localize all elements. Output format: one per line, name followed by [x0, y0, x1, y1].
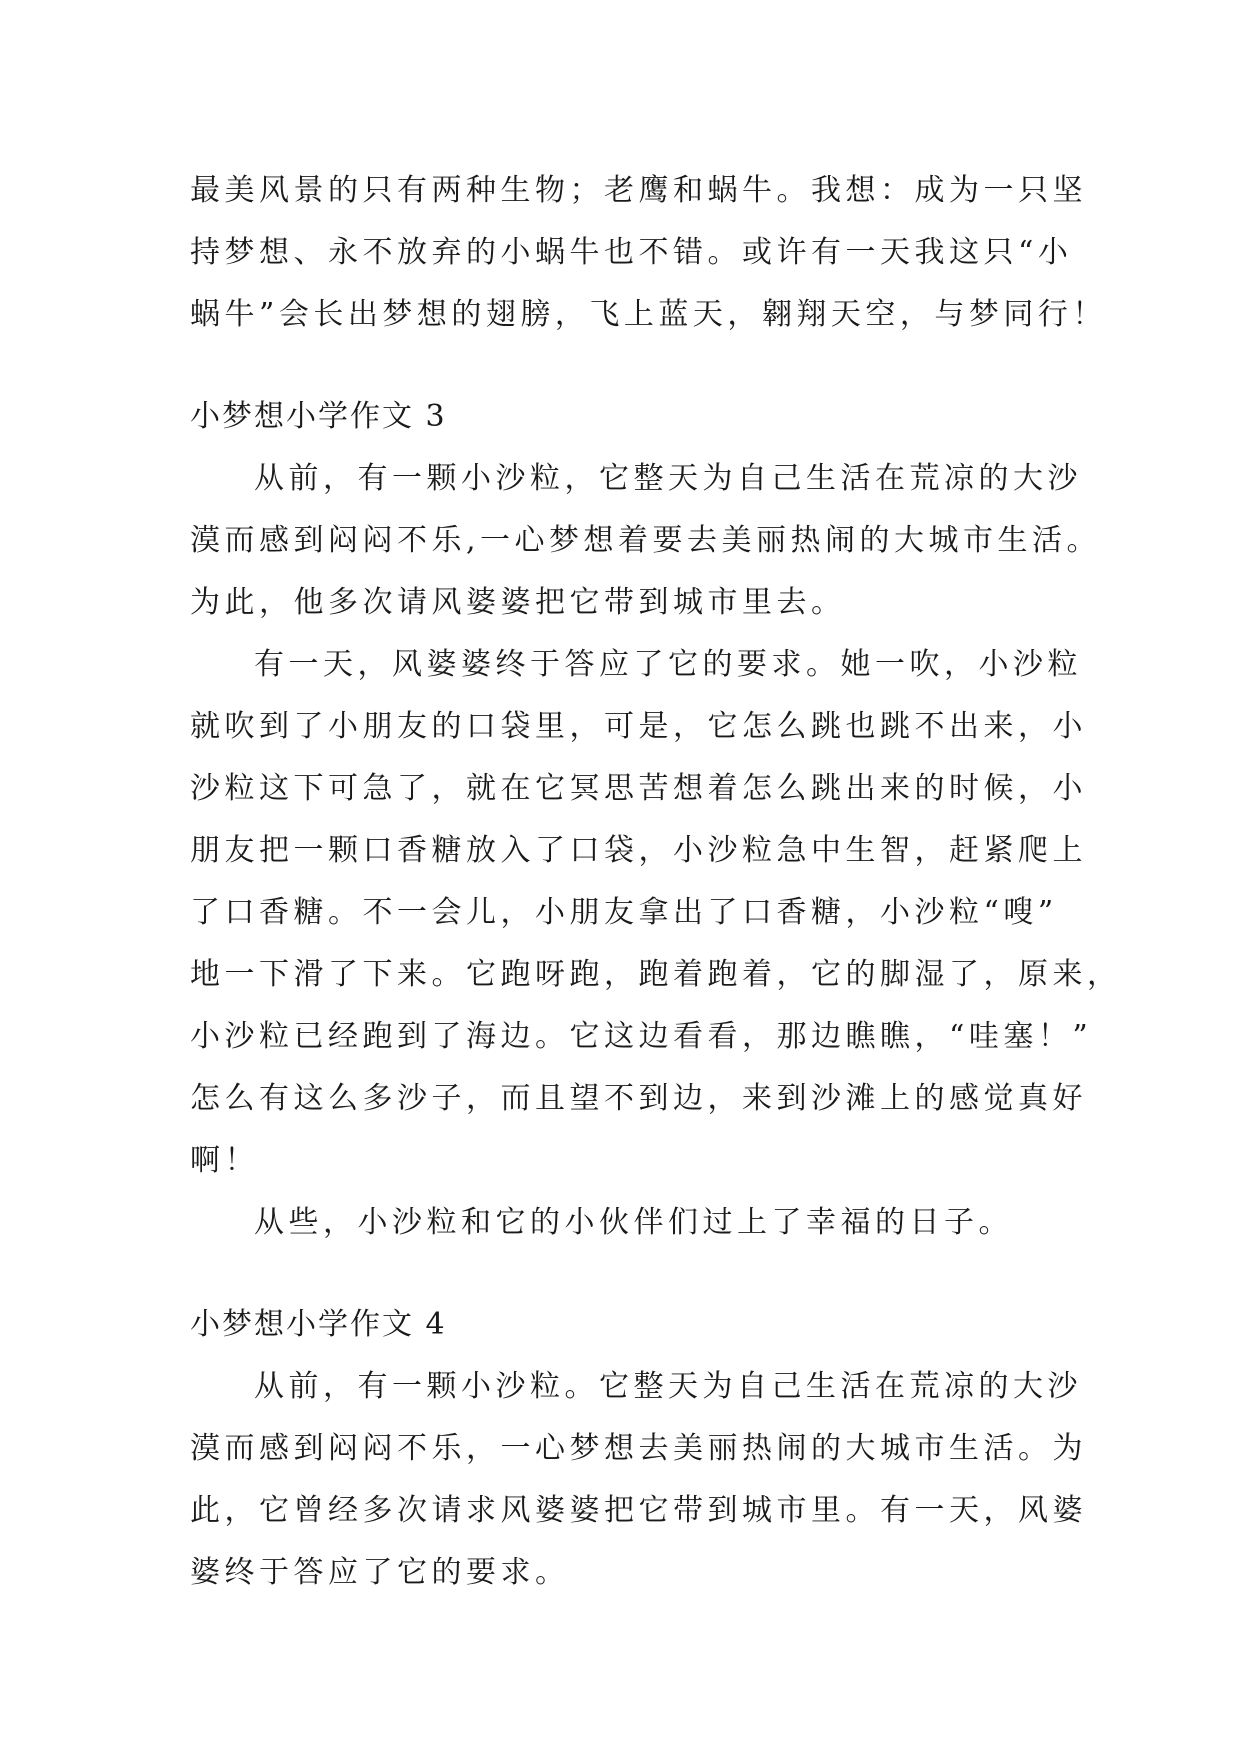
text-line: 了口香糖。不一会儿，小朋友拿出了口香糖，小沙粒“嗖” — [190, 895, 1058, 930]
text-line: 啊！ — [190, 1143, 259, 1178]
section-heading-4: 小梦想小学作文 4 — [190, 1307, 447, 1342]
text-line: 怎么有这么多沙子，而且望不到边，来到沙滩上的感觉真好 — [190, 1081, 1087, 1116]
text-line: 从前，有一颗小沙粒，它整天为自己生活在荒凉的大沙 — [254, 461, 1082, 496]
text-line: 为此，他多次请风婆婆把它带到城市里去。 — [190, 585, 846, 620]
text-line: 朋友把一颗口香糖放入了口袋，小沙粒急中生智，赶紧爬上 — [190, 833, 1087, 868]
text-line: 沙粒这下可急了，就在它冥思苦想着怎么跳出来的时候，小 — [190, 771, 1087, 806]
text-line: 小沙粒已经跑到了海边。它这边看看，那边瞧瞧，“哇塞！” — [190, 1019, 1093, 1054]
text-line: 有一天，风婆婆终于答应了它的要求。她一吹，小沙粒 — [254, 647, 1082, 682]
text-line: 就吹到了小朋友的口袋里，可是，它怎么跳也跳不出来，小 — [190, 709, 1087, 744]
text-line: 漠而感到闷闷不乐，一心梦想去美丽热闹的大城市生活。为 — [190, 1431, 1087, 1466]
text-line: 从前，有一颗小沙粒。它整天为自己生活在荒凉的大沙 — [254, 1369, 1082, 1404]
text-line: 漠而感到闷闷不乐,一心梦想着要去美丽热闹的大城市生活。 — [190, 523, 1102, 558]
text-line: 持梦想、永不放弃的小蜗牛也不错。或许有一天我这只“小 — [190, 235, 1073, 270]
text-line: 婆终于答应了它的要求。 — [190, 1555, 570, 1590]
section-heading-3: 小梦想小学作文 3 — [190, 399, 447, 434]
text-line: 最美风景的只有两种生物；老鹰和蜗牛。我想：成为一只坚 — [190, 173, 1087, 208]
text-line: 此，它曾经多次请求风婆婆把它带到城市里。有一天，风婆 — [190, 1493, 1087, 1528]
text-line: 蜗牛”会长出梦想的翅膀，飞上蓝天，翱翔天空，与梦同行！ — [190, 297, 1107, 332]
section-gap — [190, 346, 1060, 386]
text-line: 从些，小沙粒和它的小伙伴们过上了幸福的日子。 — [254, 1205, 1013, 1240]
section-gap — [190, 1254, 1060, 1294]
text-line: 地一下滑了下来。它跑呀跑，跑着跑着，它的脚湿了，原来， — [190, 957, 1122, 992]
document-body — [190, 160, 1122, 1604]
